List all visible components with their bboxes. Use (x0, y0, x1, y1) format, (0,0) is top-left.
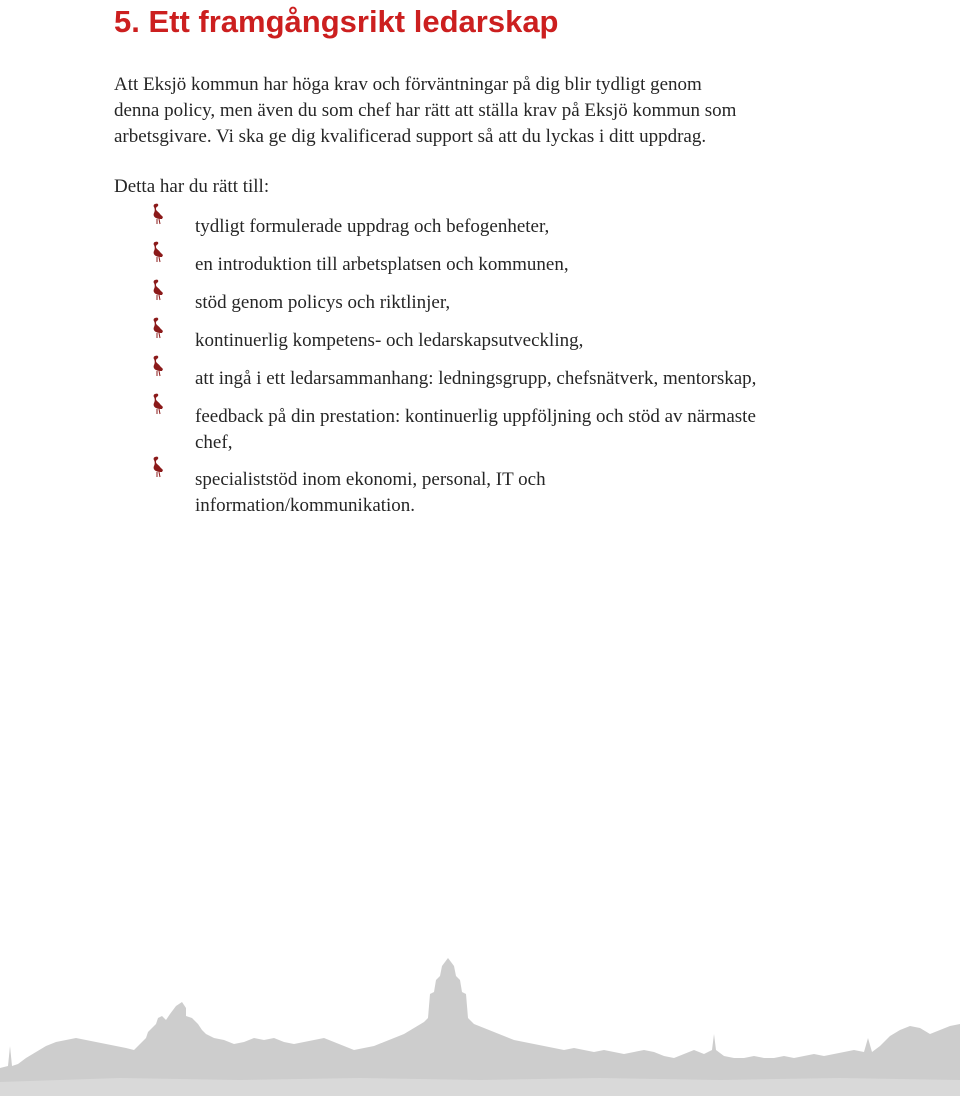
list-item-line: chef, (195, 432, 233, 453)
list-item-line: tydligt formulerade uppdrag och befogenheter, (195, 216, 550, 237)
list-lead-in: Detta har du rätt till: (114, 176, 270, 197)
heron-bird-icon (150, 241, 166, 263)
heron-bird-icon (150, 355, 166, 377)
list-item-text (195, 290, 865, 316)
list-item-text (195, 214, 865, 240)
page-title: 5. Ett framgångsrikt ledarskap (114, 4, 559, 39)
list-item-text (195, 252, 865, 278)
heron-bird-icon (150, 393, 166, 415)
intro-line: arbetsgivare. Vi ska ge dig kvalificerad support så att du lyckas i ditt uppdrag. (114, 126, 707, 147)
intro-line: denna policy, men även du som chef har rätt att ställa krav på Eksjö kommun som (114, 100, 737, 121)
heron-bird-icon (150, 317, 166, 339)
list-item-line: kontinuerlig kompetens- och ledarskapsutveckling, (195, 330, 584, 351)
intro-line: Att Eksjö kommun har höga krav och förväntningar på dig blir tydligt genom (114, 74, 702, 95)
list-item-line: information/kommunikation. (195, 495, 416, 516)
list-item-text (195, 328, 865, 354)
list-item-text (195, 366, 865, 392)
heron-bird-icon (150, 279, 166, 301)
list-item-line: att ingå i ett ledarsammanhang: ledningsgrupp, chefsnätverk, mentorskap, (195, 368, 757, 389)
list-item-line: specialiststöd inom ekonomi, personal, IT och (195, 469, 546, 490)
list-item-text (195, 467, 865, 519)
heron-bird-icon (150, 203, 166, 225)
town-skyline-silhouette (0, 946, 960, 1096)
list-item-line: stöd genom policys och riktlinjer, (195, 292, 451, 313)
list-item-line: en introduktion till arbetsplatsen och kommunen, (195, 254, 569, 275)
list-item-line: feedback på din prestation: kontinuerlig uppföljning och stöd av närmaste (195, 406, 756, 427)
heron-bird-icon (150, 456, 166, 478)
list-item-text (195, 404, 865, 456)
intro-paragraph (114, 72, 854, 150)
